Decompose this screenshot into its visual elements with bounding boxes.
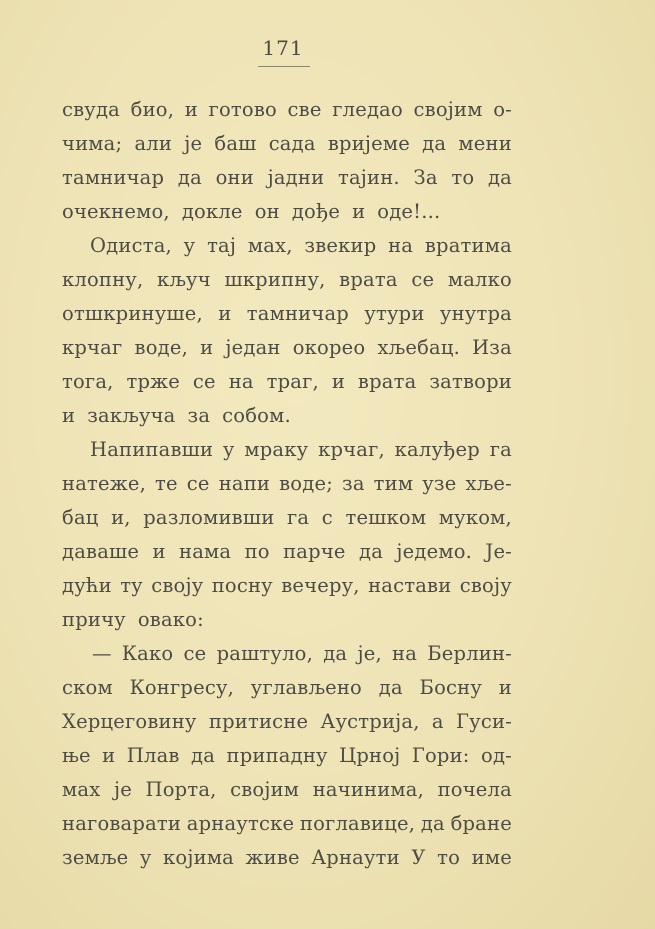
word: мах [62, 778, 101, 801]
word: Је- [485, 540, 512, 563]
word: крчаг [62, 336, 123, 359]
word: собом. [222, 404, 291, 427]
word: тога, [62, 370, 114, 393]
word: настави [368, 574, 452, 597]
word: Напипавши [90, 438, 214, 461]
text-line [62, 841, 512, 875]
word: припадну [226, 744, 328, 767]
word: малко [447, 268, 512, 291]
word: нама [179, 540, 232, 563]
word: притисне [208, 710, 309, 733]
word: трже [126, 370, 181, 393]
word: мени [458, 132, 512, 155]
word: је, [357, 642, 382, 665]
word: Плав [126, 744, 180, 767]
text-line [62, 705, 512, 739]
text-line [62, 161, 512, 195]
word: Конгресу, [129, 676, 235, 699]
word: својим [413, 98, 483, 121]
text-line [62, 263, 512, 297]
word: Порта, [145, 778, 217, 801]
word: се [411, 268, 435, 291]
word: своју [459, 574, 512, 597]
word: Босну [419, 676, 483, 699]
word: натеже, [62, 472, 147, 495]
word: разломивши [143, 506, 275, 529]
word: којима [163, 846, 235, 869]
word: тамничар [246, 302, 349, 325]
word: почела [437, 778, 512, 801]
word: Одиста, [90, 234, 172, 257]
word: кључ [157, 268, 211, 291]
word: то [451, 166, 475, 189]
word: вечеру, [281, 574, 360, 597]
text-line [62, 569, 512, 603]
word: ту [120, 574, 143, 597]
word: бац [62, 506, 99, 529]
word: врата [339, 268, 398, 291]
text-line [62, 501, 512, 535]
word: да [323, 642, 348, 665]
word: за [341, 472, 365, 495]
text-line [62, 773, 512, 807]
text-line [62, 127, 512, 161]
word: унутра [439, 302, 512, 325]
word: свуда [62, 98, 121, 121]
word: углављено [250, 676, 362, 699]
word: За [413, 166, 438, 189]
word: наговарати [62, 812, 182, 835]
word: на [392, 642, 418, 665]
word: докле [181, 200, 243, 223]
word: га [286, 506, 310, 529]
word: да [177, 166, 202, 189]
word: и [498, 676, 512, 699]
word: траг, [266, 370, 319, 393]
word: у [139, 846, 152, 869]
word: он [254, 200, 280, 223]
word: једемо. [396, 540, 473, 563]
word: а [431, 710, 444, 733]
word: закључа [87, 404, 176, 427]
word: шкрипну, [224, 268, 326, 291]
word: поглавице, [299, 812, 416, 835]
word: У [411, 846, 426, 869]
word: Гори: [411, 744, 470, 767]
text-line [62, 229, 512, 263]
word: напи [218, 472, 271, 495]
word: Црној [339, 744, 401, 767]
word: име [471, 846, 512, 869]
word: клопну, [62, 268, 144, 291]
word: баш [214, 132, 257, 155]
word: чима; [62, 132, 123, 155]
word: га [489, 438, 512, 461]
word: и [200, 336, 214, 359]
word: и [152, 540, 166, 563]
word: све [287, 98, 322, 121]
text-line [62, 433, 512, 467]
word: да [487, 166, 512, 189]
word: хље- [465, 472, 512, 495]
word: хљебац. [377, 336, 460, 359]
word: јадни [267, 166, 325, 189]
word: живе [245, 846, 300, 869]
word: да [378, 676, 403, 699]
word: Берлин- [427, 642, 512, 665]
word: и [102, 744, 116, 767]
word: се [183, 642, 207, 665]
word: сада [268, 132, 316, 155]
text-line [62, 739, 512, 773]
word: један [225, 336, 281, 359]
word: и [352, 200, 366, 223]
word: тамничар [62, 166, 165, 189]
word: даваше [62, 540, 140, 563]
text-line [62, 603, 512, 637]
page-number-rule [258, 66, 310, 67]
word: Херцеговину [62, 710, 197, 733]
word: је [184, 132, 203, 155]
word: парче [283, 540, 346, 563]
word: у [183, 234, 196, 257]
word: и [218, 302, 232, 325]
word: тај [207, 234, 237, 257]
word: гледао [332, 98, 403, 121]
word: они [215, 166, 254, 189]
text-line [62, 297, 512, 331]
word: раштуло, [216, 642, 314, 665]
word: воде, [134, 336, 188, 359]
word: — [92, 642, 112, 665]
word: о- [493, 98, 512, 121]
word: и [62, 404, 76, 427]
word: на [228, 370, 254, 393]
word: затвори [429, 370, 512, 393]
word: звекир [304, 234, 377, 257]
word: оде!... [377, 200, 441, 223]
word: арнаутске [186, 812, 295, 835]
word: мах, [247, 234, 293, 257]
text-line [62, 467, 512, 501]
word: готово [208, 98, 277, 121]
word: Аустрија, [320, 710, 420, 733]
word: очекнемо, [62, 200, 170, 223]
word: Иза [472, 336, 512, 359]
text-line [62, 399, 512, 433]
word: дође [291, 200, 341, 223]
word: калуђер [394, 438, 480, 461]
word: Гуси- [456, 710, 512, 733]
word: је [113, 778, 132, 801]
word: и [331, 370, 346, 393]
word: Како [121, 642, 174, 665]
word: посну [211, 574, 273, 597]
word: да [420, 812, 445, 835]
word: по [244, 540, 270, 563]
word: вратима [424, 234, 512, 257]
word: отшкринуше, [62, 302, 203, 325]
word: бране [450, 812, 512, 835]
text-line [62, 93, 512, 127]
word: тешком [345, 506, 427, 529]
text-line [62, 637, 512, 671]
text-line [62, 535, 512, 569]
word: да [359, 540, 384, 563]
word: и, [111, 506, 131, 529]
word: вријеме [327, 132, 410, 155]
word: на [388, 234, 414, 257]
word: причу [62, 608, 126, 631]
word: се [186, 472, 210, 495]
word: своју [151, 574, 204, 597]
word: узе [422, 472, 457, 495]
text-line [62, 331, 512, 365]
word: својим [230, 778, 300, 801]
word: овако: [137, 608, 204, 631]
word: воде; [279, 472, 333, 495]
word: то [437, 846, 461, 869]
word: од- [481, 744, 512, 767]
text-line [62, 195, 512, 229]
word: крчаг, [318, 438, 385, 461]
word: дући [62, 574, 112, 597]
text-line [62, 365, 512, 399]
word: да [422, 132, 447, 155]
word: тајин. [337, 166, 400, 189]
word: окорео [292, 336, 366, 359]
word: начинима, [312, 778, 425, 801]
word: ње [62, 744, 91, 767]
word: за [187, 404, 211, 427]
word: био, [130, 98, 175, 121]
word: ском [62, 676, 113, 699]
body-text [62, 93, 512, 875]
word: земље [62, 846, 129, 869]
word: да [191, 744, 216, 767]
word: али [134, 132, 173, 155]
word: те [155, 472, 178, 495]
word: утури [364, 302, 425, 325]
word: муком, [438, 506, 512, 529]
word: с [321, 506, 333, 529]
page-number: 171 [262, 36, 304, 60]
word: мраку [244, 438, 309, 461]
word: тим [373, 472, 414, 495]
text-line [62, 671, 512, 705]
word: Арнаути [311, 846, 400, 869]
word: и [184, 98, 198, 121]
text-line [62, 807, 512, 841]
word: у [222, 438, 235, 461]
word: се [192, 370, 216, 393]
word: врата [357, 370, 417, 393]
